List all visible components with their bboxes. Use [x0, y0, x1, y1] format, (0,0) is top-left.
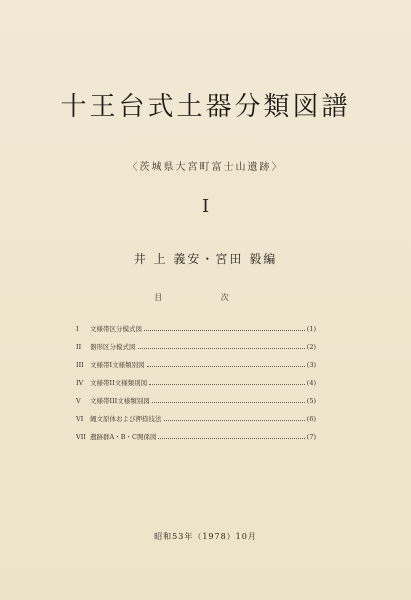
- publication-date: 昭和53年（1978）10月: [154, 532, 257, 541]
- toc-item-number: II: [76, 343, 82, 351]
- toc-item-label: 遺跡群A・B・C関係図: [90, 433, 157, 441]
- toc-leader-dots: [164, 410, 305, 421]
- toc-item-number: IV: [76, 379, 84, 387]
- toc-item: [76, 428, 316, 446]
- toc-item: [76, 374, 316, 392]
- toc-leader-dots: [147, 356, 305, 367]
- editors-line: 井 上 義安・宮田 毅編: [133, 252, 278, 266]
- toc-item-page: (5): [306, 397, 316, 405]
- volume-number: I: [201, 196, 210, 217]
- toc-item: [76, 410, 316, 428]
- toc-item-number: III: [76, 361, 84, 369]
- table-of-contents: [76, 320, 316, 446]
- toc-item-number: VI: [76, 415, 84, 423]
- toc-item-label: 器形区分模式図: [90, 343, 136, 351]
- toc-item-page: (2): [306, 343, 316, 351]
- toc-item: [76, 392, 316, 410]
- toc-item-page: (3): [306, 361, 316, 369]
- toc-leader-dots: [144, 320, 305, 331]
- toc-item-page: (6): [306, 415, 316, 423]
- page-title: 十王台式土器分類図譜: [60, 92, 351, 122]
- toc-leader-dots: [138, 338, 305, 349]
- toc-item: [76, 356, 316, 374]
- page-subtitle: 〈茨城県大宮町富士山遺跡〉: [127, 162, 284, 173]
- toc-item-number: V: [76, 397, 81, 405]
- toc-item: [76, 338, 316, 356]
- toc-item-number: I: [76, 325, 79, 333]
- toc-item-page: (4): [306, 379, 316, 387]
- toc-item-number: VII: [76, 433, 86, 441]
- toc-item: [76, 320, 316, 338]
- toc-heading: 目 次: [154, 293, 257, 302]
- toc-item-label: 文様帯I文様類別図: [90, 361, 145, 369]
- toc-item-label: 文様帯III文様類別図: [90, 397, 150, 405]
- toc-item-label: 文様帯区分模式図: [90, 325, 142, 333]
- toc-leader-dots: [158, 428, 304, 439]
- toc-item-label: 縄文原体および押捺技法: [90, 415, 162, 423]
- toc-leader-dots: [152, 392, 305, 403]
- toc-item-label: 文様帯II文様類別図: [90, 379, 148, 387]
- toc-item-page: (1): [306, 325, 316, 333]
- toc-leader-dots: [149, 374, 305, 385]
- toc-item-page: (7): [306, 433, 316, 441]
